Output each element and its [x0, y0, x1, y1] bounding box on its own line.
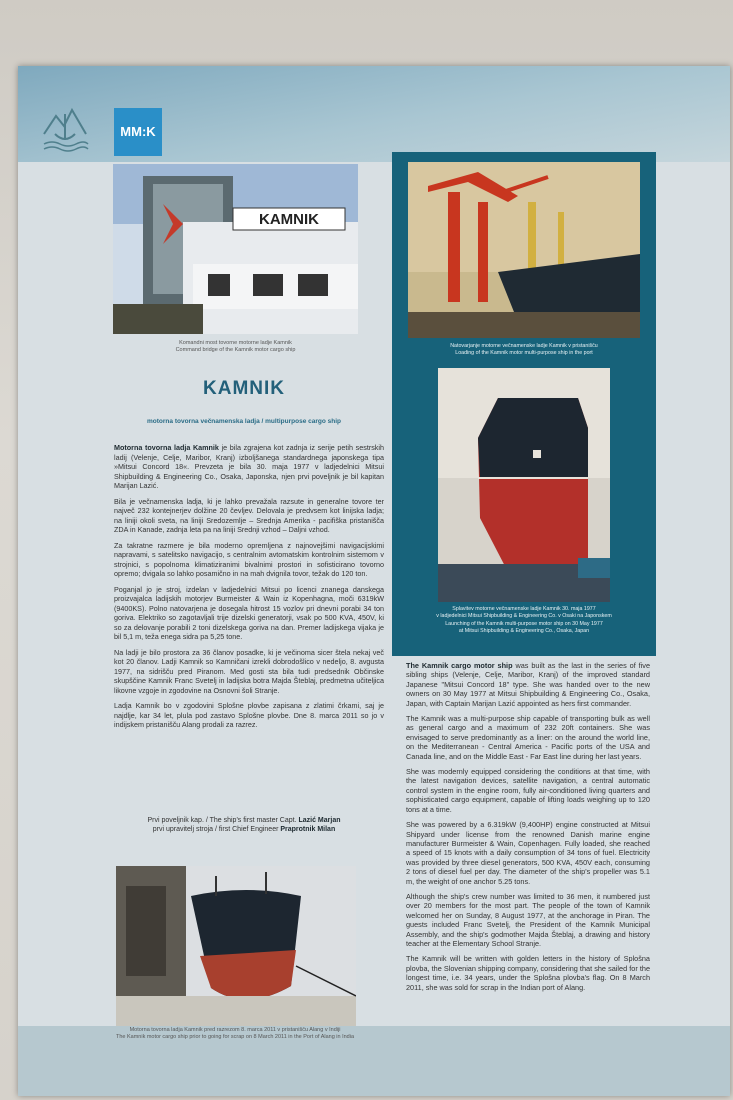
slovene-paragraph: Bila je večnamenska ladja, ki je lahko prevažala razsute in generalne tovore ter največ 232 kontejnerjev dolžine 20 čevljev. Delovala je predvsem kot linijska ladja; na liniji okoli sveta, na liniji Sredozemlje – Srednja Amerika - pacifiška pristanišča ZDA in Kanade, zadnja leta pa na liniji Srednji vzhod – Daljni vzhod. [114, 496, 384, 534]
crew-line-1-label: Prvi poveljnik kap. / The ship's first master Capt. [147, 817, 299, 824]
english-paragraph [406, 661, 650, 708]
english-lead: The Kamnik cargo motor ship [406, 661, 513, 670]
page-title: KAMNIK [203, 378, 285, 399]
mmk-logo: MM:K [114, 108, 162, 156]
bridge-caption-slovene: Komandni most tovorne motorne ladje Kamnik [179, 340, 292, 346]
english-paragraph: The Kamnik will be written with golden letters in the history of Splošna plovba, the Slovenian shipping company, considering that she sailed for the longest time, i.e. 34 years, under the Splošna plovba's flag. On 8 March 2011, she was sold for scrap in the Indian port of Alang. [406, 954, 650, 992]
exhibition-poster [18, 66, 730, 1096]
crew-line-1 [114, 816, 374, 825]
loading-photo-caption [404, 343, 644, 356]
slovene-paragraph: Poganjal jo je stroj, izdelan v ladjedelnici Mitsui po licenci znanega danskega proizvajalca ladijskih motorjev Burmeister & Wain iz Kopenhagna, moči 6319kW (9400KS). Polno natovarjena je dosegala hitrost 15 vozlov pri dnevni porabi 34 ton goriva. Elektriko so zagotavljali trije dizelski generatorji, vsak po 500 KVA, 450V, ki so za delovanje porabili 2 toni dizelskega goriva na dan. Premer ladijskega vijaka je bil 5,1 m, teža enega sidra pa 5,25 tone. [114, 584, 384, 641]
scrap-caption-english: The Kamnik motor cargo ship prior to going for scrap on 8 March 2011 in the Port of Alang in India [115, 1034, 355, 1040]
launch-caption-slovene-1: Splavitev motorne večnamenske ladje Kamnik 30. maja 1977 [452, 606, 596, 612]
scrap-photo [116, 866, 356, 1026]
loading-photo [408, 162, 640, 338]
scrap-caption-slovene: Motorna tovorna ladja Kamnik pred razrezom 8. marca 2011 v pristanišču Alang v Indiji [129, 1027, 341, 1033]
english-p1-rest: was built as the last in the series of five sibling ships (Velenje, Celje, Maribor, Kranj) of the improved standard Japanese "Mitsui Concord 18" type. She was handed over to the new owners on 30 May 1977 at Mitsui Shipbuilding & Engineering Co., Osaka, Japan, with Captain Marijan Lazić appointed as hers first commander. [406, 661, 650, 708]
crew-credits [114, 816, 374, 834]
slovene-paragraph: Na ladji je bilo prostora za 36 članov posadke, ki je večinoma sicer štela nekaj več kot 20 članov. Ladji Kamnik so Kamničani izrekli dobrodošlico v nedeljo, 8. avgusta 1977, na sidrišču pred Piranom. Med gosti sta bila tudi predsednik Občinske skupščine Kamnik Franc Svetelj in ladijska botra Majda Šteblaj, predmetna učiteljica likovne vzgoje in zgodovine na Osnovni šoli Stranje. [114, 647, 384, 695]
slovene-paragraph [114, 443, 384, 491]
slovene-lead: Motorna tovorna ladja Kamnik [114, 443, 219, 452]
page-subtitle: motorna tovorna večnamenska ladja / multipurpose cargo ship [147, 418, 341, 425]
slovene-paragraph: Ladja Kamnik bo v zgodovini Splošne plovbe zapisana z zlatimi črkami, saj je najdlje, kar 34 let, plula pod zastavo Splošne plovbe. Dne 8. marca 2011 so jo v indijskem pristanišču Alang prodali za razrez. [114, 701, 384, 729]
english-paragraph: Although the ship's crew number was limited to 36 men, it numbered just over 20 members for the most part. The people of the town of Kamnik welcomed her on Sunday, 8 August 1977, at the anchorage in Piran. The guests included Franc Svetelj, the President of the Kamnik Municipal Assembly, and the ship's godmother Majda Šteblaj, a drawing and history teacher at the Elementary School Stranje. [406, 891, 650, 948]
bridge-photo [113, 164, 358, 334]
chief-engineer-name: Praprotnik Milan [280, 826, 336, 833]
bridge-photo-caption [113, 340, 358, 354]
slovene-paragraph: Za takratne razmere je bila moderno opremljena z najnovejšimi navigacijskimi napravami, s satelitsko navigacijo, s centralnim avtomatskim kontrolnim sistemom v strojnici, s popolnoma klimatiziranimi bivalnimi prostori in sofisticirano tovorno opremo; dvigala so lahko posamično in na mah dvignila tovor, težak do 120 ton. [114, 540, 384, 578]
launch-caption-english-1: Launching of the Kamnik multi-purpose motor ship on 30 May 1977 [445, 621, 603, 628]
first-master-name: Lazić Marjan [298, 817, 341, 824]
launch-photo-caption [404, 606, 644, 634]
launch-caption-slovene-2: v ladjedelnici Mitsui Shipbuilding & Engineering Co. v Osaki na Japonskem [436, 612, 612, 619]
loading-caption-slovene: Natovarjanje motorne večnamenske ladje Kamnik v pristanišču [450, 343, 598, 349]
english-text-column [406, 661, 650, 998]
launch-photo [438, 368, 610, 602]
english-paragraph: She was powered by a 6.319kW (9,400HP) engine constructed at Mitsui Shipyard under license from the renowned Danish marine engine manufacturer Burmeister & Wain, Copenhagen. Fully loaded, she reached a speed of 15 knots with a daily consumption of 34 tons of fuel. Electricity was provided by three diesel generators, 500 KVA, 450V each, consuming 2 tons of diesel fuel per day. The diameter of the ship's propeller was 5.1 m, the weight of one anchor 5.25 tons. [406, 820, 650, 886]
launch-caption-english-2: at Mitsui Shipbuilding & Engineering Co., Osaka, Japan [458, 627, 590, 634]
ship-name-sign: KAMNIK [259, 211, 319, 228]
english-paragraph: The Kamnik was a multi-purpose ship capable of transporting bulk as well as general cargo and a maximum of 232 20ft containers. She was envisaged to serve predominantly as a liner: on the around the world line, on the Mediterranean - Central America - Pacific ports of the USA and Canada line, and on the Middle East - Far East line during her last years. [406, 714, 650, 761]
crew-line-2 [114, 825, 374, 834]
slovene-text-column [114, 443, 384, 736]
scrap-photo-caption [100, 1027, 370, 1041]
crew-line-2-label: prvi upravitelj stroja / first Chief Engineer [152, 826, 281, 833]
slovene-p1-rest: je bila zgrajena kot zadnja iz serije petih sestrskih ladij (Velenje, Celje, Maribor, Kranj) izboljšanega standardnega japonskega tipa »Mitsui Concord 18«. Prevzeta je bila 30. maja 1977 v ladjedelnici Mitsui Shipbuilding & Engineering Co., Osaka, Japonska, njen prvi poveljnik je bil kapitan Marijan Lazić. [114, 443, 385, 490]
loading-caption-english: Loading of the Kamnik motor multi-purpose ship in the port [455, 349, 593, 356]
bridge-caption-english: Command bridge of the Kamnik motor cargo ship [175, 347, 296, 353]
mountain-anchor-logo-icon [40, 100, 90, 156]
english-paragraph: She was modernly equipped considering the conditions at that time, with the latest navigation devices, satellite navigation, a central automatic control system in the engine room, fully air-conditioned living quarters and sophisticated cargo equipment, capable of lifting loads weighing up to 120 tons at a time. [406, 767, 650, 814]
